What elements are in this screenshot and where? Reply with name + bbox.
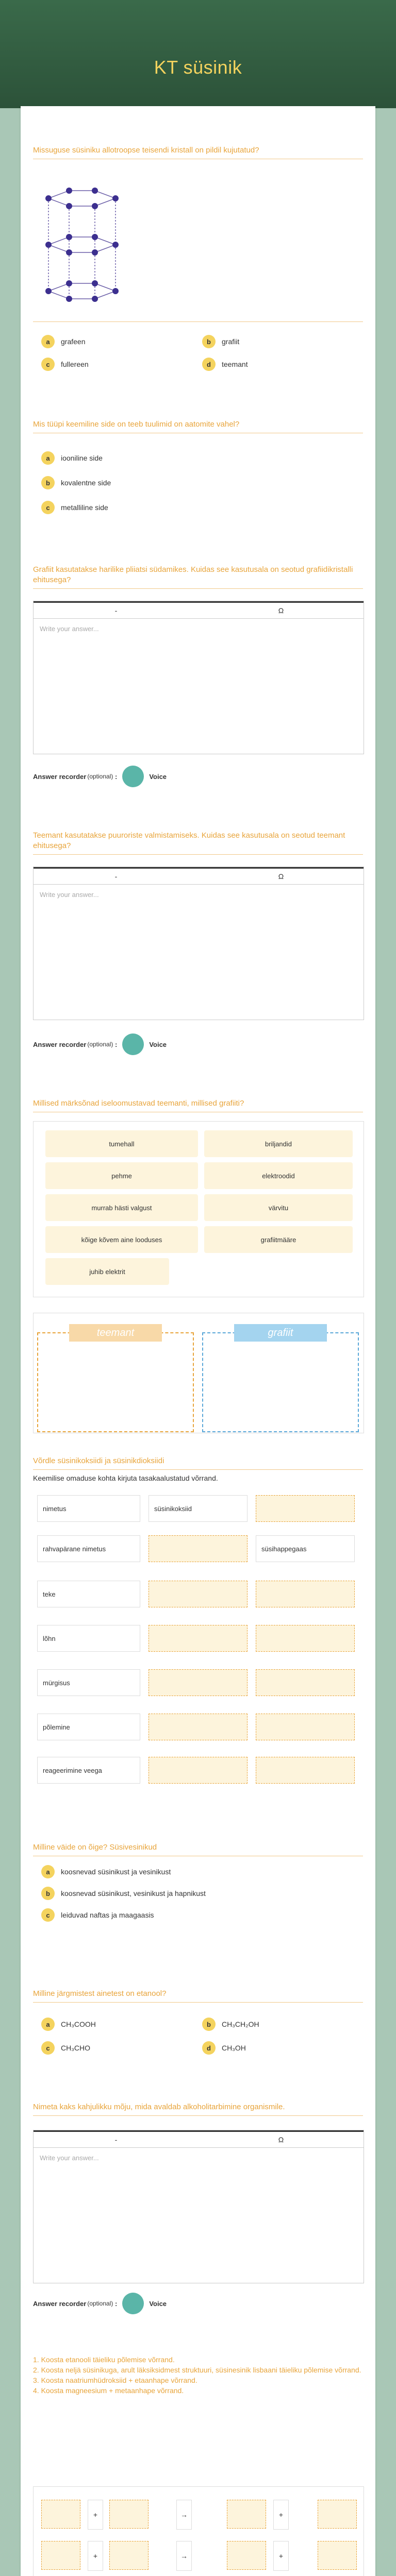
q8-option-b[interactable]: b CH₃CH₂OH [202, 2018, 259, 2031]
table-header: süsihappegaas [256, 1535, 355, 1562]
equation-symbol: + [88, 2500, 103, 2530]
chip-briljandid[interactable]: briljandid [204, 1130, 353, 1157]
toolbar-omega-button[interactable]: Ω [278, 872, 284, 880]
q5-section [33, 1098, 363, 1112]
chip-juhib-elektrit[interactable]: juhib elektrit [45, 1258, 169, 1285]
q3-answer-input[interactable]: Write your answer... [40, 625, 99, 633]
record-button[interactable] [122, 2293, 144, 2314]
q10-line-4: 4. Koosta magneesium + metaanhape võrrand. [33, 2386, 184, 2395]
equation-symbol: + [273, 2541, 289, 2571]
dropzone-grafiit-label: grafiit [234, 1324, 327, 1342]
q7-question: Milline väide on õige? Süsivesinikud [33, 1843, 157, 1852]
dropzone-teemant-label: teemant [69, 1324, 162, 1342]
toolbar-dash-button[interactable]: - [114, 872, 118, 880]
q9-section [33, 2102, 363, 2116]
q6-instruction: Keemilise omaduse kohta kirjuta tasakaalustatud võrrand. [33, 1474, 218, 1482]
graphite-crystal-image [33, 175, 146, 319]
chalkboard-background [0, 0, 396, 108]
table-row-label: lõhn [37, 1625, 140, 1652]
table-slot[interactable] [148, 1625, 248, 1652]
table-row-label: mürgisus [37, 1669, 140, 1696]
q2-option-c[interactable]: c metalliline side [41, 501, 108, 514]
q9-answer-input[interactable]: Write your answer... [40, 2154, 99, 2162]
chip-varvitu[interactable]: värvitu [204, 1194, 353, 1221]
table-row-label: põlemine [37, 1714, 140, 1740]
chip-grafiitmaare[interactable]: grafiitmääre [204, 1226, 353, 1253]
q7-section [33, 1842, 363, 1856]
chip-pehme[interactable]: pehme [45, 1162, 198, 1189]
table-header: nimetus [37, 1495, 140, 1522]
equation-symbol: → [176, 2500, 192, 2530]
equation-slot[interactable] [227, 2500, 266, 2529]
chip-elektroodid[interactable]: elektroodid [204, 1162, 353, 1189]
dropzone-grafiit[interactable] [202, 1327, 359, 1432]
q4-answer-input[interactable]: Write your answer... [40, 891, 99, 899]
table-header: süsinikoksiid [148, 1495, 248, 1522]
q1-option-c[interactable]: c fullereen [41, 358, 89, 371]
q7-option-c[interactable]: c leiduvad naftas ja maagaasis [41, 1908, 154, 1922]
q2-option-a[interactable]: a iooniline side [41, 451, 103, 465]
equation-slot[interactable] [41, 2541, 80, 2570]
chip-murrab[interactable]: murrab hästi valgust [45, 1194, 198, 1221]
q8-question: Milline järgmistest ainetest on etanool? [33, 1989, 167, 1998]
table-slot[interactable] [148, 1757, 248, 1784]
q9-question: Nimeta kaks kahjulikku mõju, mida avaldab alkoholitarbimine organismile. [33, 2103, 285, 2111]
q10-line-3: 3. Koosta naatriumhüdroksiid + etaanhape võrrand. [33, 2376, 197, 2384]
equations-area [33, 2486, 364, 2576]
record-button[interactable] [122, 1033, 144, 1055]
q4-section [33, 831, 363, 855]
q7-option-a[interactable]: a koosnevad süsinikust ja vesinikust [41, 1865, 171, 1878]
table-slot[interactable] [256, 1757, 355, 1784]
q9-answer-editor[interactable] [33, 2130, 364, 2283]
q8-section [33, 1989, 363, 2003]
q4-question: Teemant kasutatakse puuroriste valmistamiseks. Kuidas see kasutusala on seotud teemant ehitusega? [33, 831, 345, 850]
toolbar-omega-button[interactable]: Ω [278, 2136, 284, 2144]
q3-question: Grafiit kasutatakse harilike pliiatsi südamikes. Kuidas see kasutusala on seotud grafiidikristalli ehitusega? [33, 565, 353, 584]
q1-section [33, 145, 363, 159]
q1-option-d[interactable]: d teemant [202, 358, 248, 371]
table-slot[interactable] [256, 1495, 355, 1522]
chip-koige-kovem[interactable]: kõige kõvem aine looduses [45, 1226, 198, 1253]
equation-slot[interactable] [109, 2500, 148, 2529]
q4-answer-recorder: Answer recorder (optional) : Voice [33, 1033, 167, 1055]
table-slot[interactable] [256, 1625, 355, 1652]
equation-slot[interactable] [318, 2500, 357, 2529]
q8-option-a[interactable]: a CH₃COOH [41, 2018, 96, 2031]
equation-slot[interactable] [227, 2541, 266, 2570]
q2-question: Mis tüüpi keemiline side on teeb tuulimid on aatomite vahel? [33, 420, 240, 429]
q9-answer-recorder: Answer recorder (optional) : Voice [33, 2293, 167, 2314]
q1-question: Missuguse süsiniku allotroopse teisendi kristall on pildil kujutatud? [33, 146, 259, 155]
q8-option-d[interactable]: d CH₃OH [202, 2041, 246, 2055]
table-slot[interactable] [148, 1581, 248, 1607]
toolbar-dash-button[interactable]: - [114, 2136, 118, 2144]
table-slot[interactable] [148, 1535, 248, 1562]
q3-section [33, 565, 363, 589]
q10-line-1: 1. Koosta etanooli täieliku põlemise võrrand. [33, 2355, 175, 2364]
dropzone-teemant[interactable] [37, 1327, 194, 1432]
q6-section [33, 1456, 363, 1482]
table-slot[interactable] [148, 1669, 248, 1696]
table-slot[interactable] [256, 1669, 355, 1696]
equation-slot[interactable] [318, 2541, 357, 2570]
equation-slot[interactable] [109, 2541, 148, 2570]
q2-option-b[interactable]: b kovalentne side [41, 476, 111, 489]
equation-symbol: → [176, 2541, 192, 2571]
q3-answer-editor[interactable] [33, 601, 364, 754]
q2-section [33, 419, 363, 433]
q8-option-c[interactable]: c CH₃CHO [41, 2041, 90, 2055]
table-slot[interactable] [148, 1714, 248, 1740]
toolbar-omega-button[interactable]: Ω [278, 606, 284, 615]
q5-question: Millised märksõnad iseloomustavad teemanti, millised grafiiti? [33, 1099, 244, 1108]
q1-option-b[interactable]: b grafiit [202, 335, 239, 348]
table-slot[interactable] [256, 1714, 355, 1740]
table-slot[interactable] [256, 1581, 355, 1607]
table-row-label: rahvapärane nimetus [37, 1535, 140, 1562]
q6-question: Võrdle süsinikoksiidi ja süsinikdioksiidi [33, 1456, 164, 1465]
q7-option-b[interactable]: b koosnevad süsinikust, vesinikust ja hapnikust [41, 1887, 206, 1900]
equation-symbol: + [273, 2500, 289, 2530]
record-button[interactable] [122, 766, 144, 787]
equation-slot[interactable] [41, 2500, 80, 2529]
table-row-label: reageerimine veega [37, 1757, 140, 1784]
q10-instructions [33, 2354, 363, 2396]
header-banner [0, 0, 396, 108]
q3-answer-recorder: Answer recorder (optional) : Voice [33, 766, 167, 787]
equation-symbol: + [88, 2541, 103, 2571]
toolbar-dash-button[interactable]: - [114, 606, 118, 615]
q1-option-a[interactable]: a grafeen [41, 335, 85, 348]
q10-line-2: 2. Koosta neljä süsinikuga, arult läksiksidmest struktuuri, süsinesinik lisbaani täieliku põlemise võrrand. [33, 2366, 361, 2374]
q4-answer-editor[interactable] [33, 867, 364, 1020]
chip-tumehall[interactable]: tumehall [45, 1130, 198, 1157]
table-row-label: teke [37, 1581, 140, 1607]
page-title: KT süsinik [154, 57, 242, 78]
